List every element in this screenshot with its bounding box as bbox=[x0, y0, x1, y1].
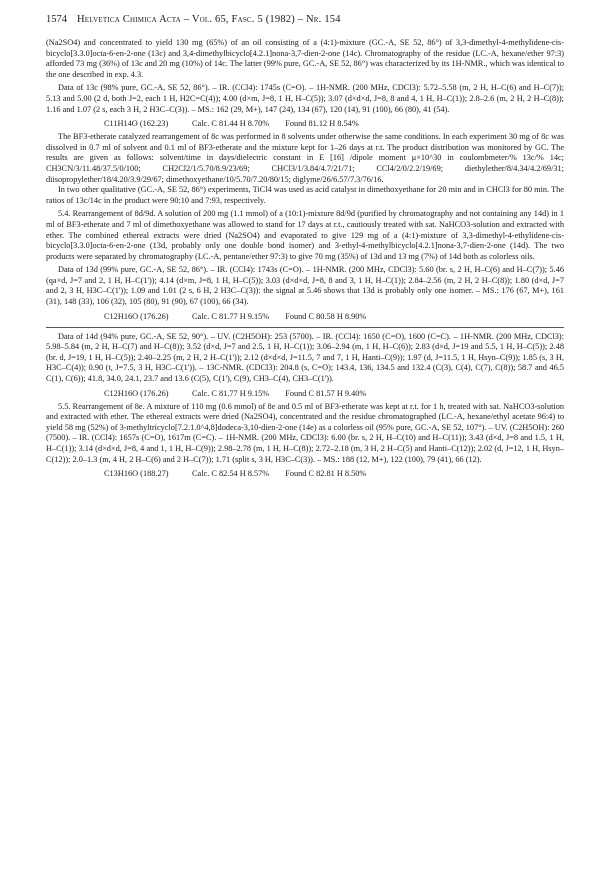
paragraph-ticl4-experiments: In two other qualitative (GC.-A, SE 52, 86°) experiments, TiCl4 was used as acid catalyst in dimethoxyethane for 20 min and in CHCl3 for 80 min. The ratios of 13c/14c in the product were 90:10 and 7:93, respectively. bbox=[46, 185, 564, 205]
calc-values: Calc. C 82.54 H 8.57% bbox=[192, 469, 270, 479]
paragraph-13c-data: Data of 13c (98% pure, GC.-A, SE 52, 86°). – IR. (CCl4): 1745s (C=O). – 1H-NMR. (200 MHz, CDCl3): 5.72–5.58 (m, 2 H, H–C(6) and H–C(7)); 5.13 and 5.00 (2 d, both J=2, each 1 H, H2C=C(4)); 4.00 (d×m, J=8, 1 H, H–C(5)); 3.07 (d×d×d, J=8, 8 and 4, 1 H, H–C(1)); 2.8–2.6 (m, 2 H, 2 H–C(8)); 1.16 and 1.07 (2 s, each 3 H, 2 H3C–C(3)). – MS.: 162 (29, M+), 147 (24), 134 (67), 120 (14), 91 (100), 66 (80), 41 (54). bbox=[46, 83, 564, 114]
calc-values: Calc. C 81.77 H 9.15% bbox=[192, 311, 270, 321]
found-values: Found C 82.81 H 8.50% bbox=[285, 469, 367, 479]
paragraph-solvent-study: The BF3-etherate catalyzed rearrangement of 8c was performed in 8 solvents under otherwise the same conditions. In each experiment 30 mg of 8c was dissolved in 0.7 ml of solvent and 0.1 ml of BF3-etherate and the mixture kept for 1–26 days at r.t. The product distribution was monitored by GC. The results are given as follows: solvent/time in days/dielectric constant in E [16] /dipole moment μ×10^30 in coulombmeter/% 13c/% 14c; CH3CN/3/11.48/37.5/0/100; CH2Cl2/1/5.70/8.9/23/69; CHCl3/1/3.84/4.7/21/71; CCl4/2/0/2.2/19/69; diethylether/8/4.34/4.2/69/31; diisopropylether/18/4.20/3.9/29/67; dimethoxyethane/10/5.70/7.20/80/15; diglyme/26/6.57/7.3/76/16. bbox=[46, 132, 564, 184]
section-divider bbox=[46, 327, 564, 328]
calc-values: Calc. C 81.77 H 9.15% bbox=[192, 388, 270, 398]
formula: C13H16O (188.27) bbox=[104, 469, 169, 479]
elemental-analysis-13c bbox=[104, 118, 564, 129]
formula: C12H16O (176.26) bbox=[104, 388, 169, 398]
journal-title: Helvetica Chimica Acta – Vol. 65, Fasc. 5 (1982) – Nr. 154 bbox=[77, 14, 341, 25]
elemental-analysis-14e bbox=[104, 468, 564, 479]
running-header bbox=[46, 14, 564, 30]
page bbox=[46, 14, 564, 482]
formula: C12H16O (176.26) bbox=[104, 311, 169, 321]
paragraph-rearrangement-8e: 5.5. Rearrangement of 8e. A mixture of 110 mg (0.6 mmol) of 8e and 0.5 ml of BF3-etherate was kept at r.t. for 1 h, treated with sat. NaHCO3-solution and extracted with ether. The ethereal extracts were dried (Na2SO4), concentrated and the residue chromatographed (LC.-A, hexane/ethyl acetate 96:4) to yield 58 mg (52%) of 3-methyltricyclo[7.2.1.0^4,8]dodeca-3,10-dien-2-one (14e) as a colorless oil (95% pure, GC.-A, SE 52, 107°). – UV. (C2H5OH): 260 (7500). – IR. (CCl4): 1657s (C=O), 1617m (C=C). – 1H-NMR. (200 MHz, CDCl3): 6.00 (br. s, 2 H, H–C(10) and H–C(11)); 3.43 (d×d, J=8 and 1.5, 1 H, H–C(1)); 3.14 (d×d×d, J=8, 4 and 1, 1 H, H–C(9)); 2.98–2.78 (m, 1 H, H–C(8)); 2.72–2.18 (m, 3 H, 2 H–C(5) and Hanti–C(12)); 2.02 (d, J=12, 1 H, Hsyn–C(12)); 2.0–1.3 (m, 4 H, 2 H–C(6) and 2 H–C(7)); 1.71 (split s, 3 H, H3C–C(3)). – MS.: 188 (12, M+), 122 (100), 79 (41), 66 (12). bbox=[46, 401, 564, 464]
paragraph-rearrangement-8d-9d: 5.4. Rearrangement of 8d/9d. A solution of 200 mg (1.1 mmol) of a (10:1)-mixture 8d/9d (purified by chromatography and not containing any 14d) in 1 ml of BF3-etherate and 7 ml of dimethoxyethane was allowed to stand for 17 days at r.t., cautiously treated with sat. NaHCO3-solution and extracted with ether. The combined ethereal extracts were dried (Na2SO4) and evaporated to give 129 mg of a (4:1)-mixture of 3,3-dimethyl-4-ethylidene-cis-bicyclo[3.3.0]octa-6-en-2-one (13d, probably only one double bond isomer) and 3-ethyl-4-methylbicyclo[4.2.1]nona-3,7-dien-2-one (14d). The two products were separated by chromatography (LC.-A, pentane/ether 97:3) to give 70 mg (35%) of 13d and 13 mg (7%) of 14d both as colorless oils. bbox=[46, 209, 564, 261]
paragraph-14d-data: Data of 14d (94% pure, GC.-A, SE 52, 90°). – UV. (C2H5OH): 253 (5700). – IR. (CCl4): 1650 (C=O), 1600 (C=C). – 1H-NMR. (200 MHz, CDCl3): 5.98–5.84 (m, 2 H, H–C(7) and H–C(8)); 3.52 (d×d, J=7 and 2.5, 1 H, H–C(1)); 3.06–2.94 (m, 1 H, H–C(6)); 2.83 (d×d, J=19 and 5.5, 1 H, H–C(5)); 2.48 (br. d, J=19, 1 H, H–C(5)); 2.40–2.25 (m, 2 H, 2 H–C(1')); 2.12 (d×d×d, J=11.5, 7 and 7, 1 H, Hanti–C(9)); 1.97 (d, J=11.5, 1 H, Hsyn–C(9)); 1.85 (s, 3 H, H3C–C(4)); 0.90 (t, J=7.5, 3 H, H3C–C(1')). – 13C-NMR. (CDCl3): 204.8 (s, C=O); 143.4, 136, 134.5 and 132.4 (C(3), C(4), C(7), C(8)); 58.7 and 46.5 C(1), C(6)); 41.8, 34.0, 24.1, 23.7 and 13.6 (C(5), C(1'), C(9), CH3–C(4), CH3–C(1')). bbox=[46, 331, 564, 384]
found-values: Found C 81.57 H 9.40% bbox=[285, 388, 367, 398]
paragraph-13c-14c-isolation: (Na2SO4) and concentrated to yield 130 mg (65%) of an oil consisting of a (4:1)-mixture (GC.-A, SE 52, 86°) of 3,3-dimethyl-4-methylidene-cis-bicyclo[3.3.0]octa-6-en-2-one (13c) and 3,4-dimethylbicyclo[4.2.1]nona-3,7-dien-2-one (14c). Chromatography of the residue (LC.-A, hexane/ether 97:3) afforded 73 mg (36%) of 13c and 20 mg (10%) of 14c. The latter (99% pure, GC.-A, SE 52, 86°) was characterized by its 1H-NMR., which was identical to the one described in exp. 4.3. bbox=[46, 38, 564, 79]
found-values: Found 81.12 H 8.54% bbox=[285, 119, 359, 129]
paragraph-13d-data: Data of 13d (99% pure, GC.-A, SE 52, 86°). – IR. (CCl4): 1743s (C=O). – 1H-NMR. (200 MHz, CDCl3): 5.60 (br. s, 2 H, H–C(6) and H–C(7)); 5.46 (qa×d, J=7 and 2, 1 H, H–C(1')); 4.14 (d×m, J=8, 1 H, H–C(5)); 3.03 (d×d×d, J=8, 8 and 3, 1 H, H–C(1)); 2.84–2.56 (m, 2 H, 2 H–C(8)); 1.80 (d×d, J=7 and 2, 3 H, H3C–C(1')); 1.09 and 1.01 (2 s, 6 H, 2 H3C–C(3)): the signal at 5.46 shows that 13d is probably only one isomer. – MS.: 176 (67, M+), 161 (31), 148 (33), 106 (32), 105 (80), 91 (90), 67 (100), 66 (34). bbox=[46, 265, 564, 307]
elemental-analysis-14d bbox=[104, 388, 564, 399]
formula: C11H14O (162.23) bbox=[104, 119, 169, 129]
calc-values: Calc. C 81.44 H 8.70% bbox=[192, 119, 270, 129]
found-values: Found C 80.58 H 8.90% bbox=[285, 311, 367, 321]
elemental-analysis-13d bbox=[104, 311, 564, 322]
page-number: 1574 bbox=[46, 14, 67, 25]
